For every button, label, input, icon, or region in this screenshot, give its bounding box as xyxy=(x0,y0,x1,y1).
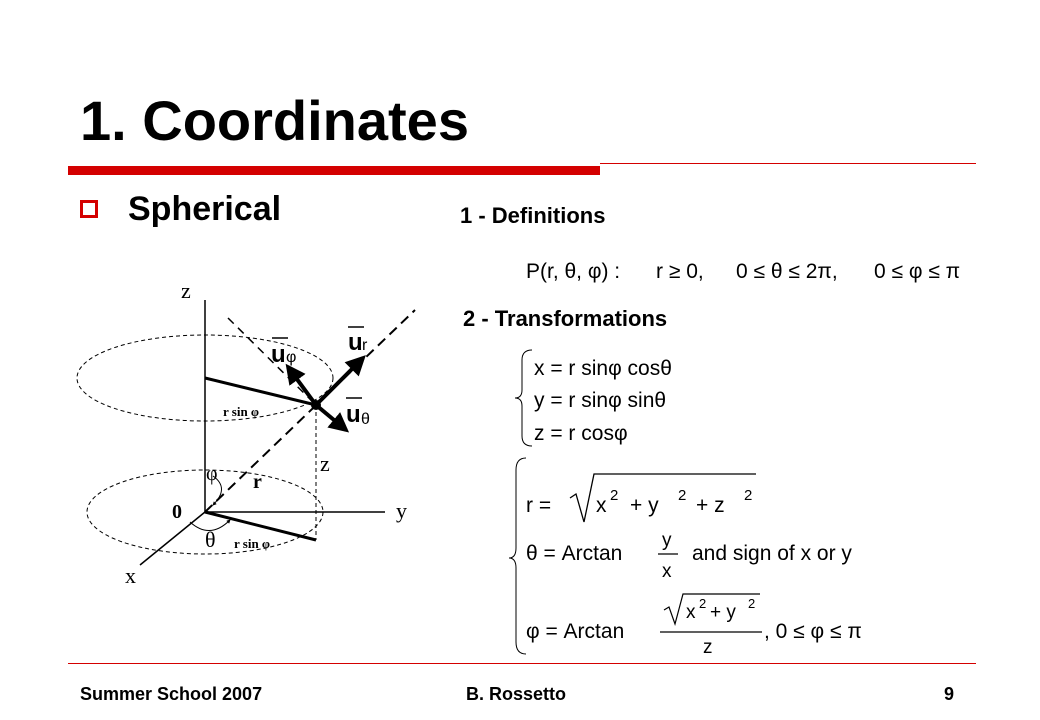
inverse-r-y-exp: 2 xyxy=(678,487,687,504)
unit-vector-theta xyxy=(316,405,346,430)
title-underline-line xyxy=(600,163,976,164)
definition-lhs: P(r, θ, φ) : xyxy=(526,260,621,283)
rsin-lower-label: r sin φ xyxy=(234,536,271,551)
z-axis-label: z xyxy=(181,278,191,303)
inverse-phi-num-x-exp: 2 xyxy=(699,596,707,611)
inverse-r-z: + z xyxy=(696,494,725,517)
y-axis-label: y xyxy=(396,498,407,523)
vector-utheta-symbol: u xyxy=(346,401,361,428)
origin-label: 0 xyxy=(172,501,182,523)
inverse-r-z-exp: 2 xyxy=(744,487,753,504)
radius-label: r xyxy=(253,471,262,493)
definition-condition-theta: 0 ≤ θ ≤ 2π, xyxy=(736,260,838,283)
inverse-phi-lhs: φ = Arctan xyxy=(526,620,625,643)
inverse-eq-theta xyxy=(526,530,852,582)
vector-ur-label xyxy=(348,327,368,356)
spherical-coordinates-diagram xyxy=(0,0,460,620)
inverse-brace xyxy=(509,458,526,654)
height-label: z xyxy=(320,451,330,476)
definitions-heading: 1 - Definitions xyxy=(460,203,606,228)
definition-condition-phi: 0 ≤ φ ≤ π xyxy=(874,260,961,283)
inverse-phi-num-y: + y xyxy=(710,602,736,623)
x-axis-label: x xyxy=(125,563,136,588)
inverse-theta-numerator: y xyxy=(662,530,672,551)
vector-ur-subscript: r xyxy=(362,337,368,354)
vector-utheta-label xyxy=(346,398,370,428)
rsin-upper-label: r sin φ xyxy=(223,404,260,419)
footer-event: Summer School 2007 xyxy=(80,684,263,704)
inverse-r-x-exp: 2 xyxy=(610,487,619,504)
forward-eq-x: x = r sinφ cosθ xyxy=(534,357,672,380)
bullet-heading: Spherical xyxy=(128,190,282,228)
inverse-theta-lhs: θ = Arctan xyxy=(526,542,623,565)
vector-uphi-label xyxy=(271,338,296,368)
inverse-theta-condition: and sign of x or y xyxy=(692,542,852,565)
vector-ur-symbol: u xyxy=(348,329,363,356)
definition-condition-r: r ≥ 0, xyxy=(656,260,704,283)
forward-eq-z: z = r cosφ xyxy=(534,422,628,445)
inverse-r-lhs: r = xyxy=(526,494,552,517)
transformations-heading: 2 - Transformations xyxy=(463,306,668,331)
forward-eq-y: y = r sinφ sinθ xyxy=(534,389,667,412)
phi-angle-label: φ xyxy=(206,463,218,485)
equations-panel xyxy=(460,240,1000,660)
inverse-phi-condition: , 0 ≤ φ ≤ π xyxy=(764,620,862,643)
footer-divider xyxy=(68,663,976,664)
inverse-eq-phi xyxy=(526,594,862,658)
vector-uphi-symbol: u xyxy=(271,341,286,368)
footer-author: B. Rossetto xyxy=(466,684,567,704)
inverse-phi-num-y-exp: 2 xyxy=(748,596,756,611)
inverse-phi-denominator: z xyxy=(703,637,713,658)
inverse-theta-denominator: x xyxy=(662,561,672,582)
page-number: 9 xyxy=(944,684,955,704)
forward-brace xyxy=(515,350,532,446)
page-title: 1. Coordinates xyxy=(80,89,469,152)
vector-uphi-subscript: φ xyxy=(286,349,297,366)
inverse-r-y: + y xyxy=(630,494,659,517)
inverse-r-x: x xyxy=(596,494,607,517)
inverse-eq-r xyxy=(526,474,756,522)
vector-utheta-subscript: θ xyxy=(361,411,370,428)
inverse-phi-num-x: x xyxy=(686,602,696,623)
theta-angle-label: θ xyxy=(205,527,216,552)
